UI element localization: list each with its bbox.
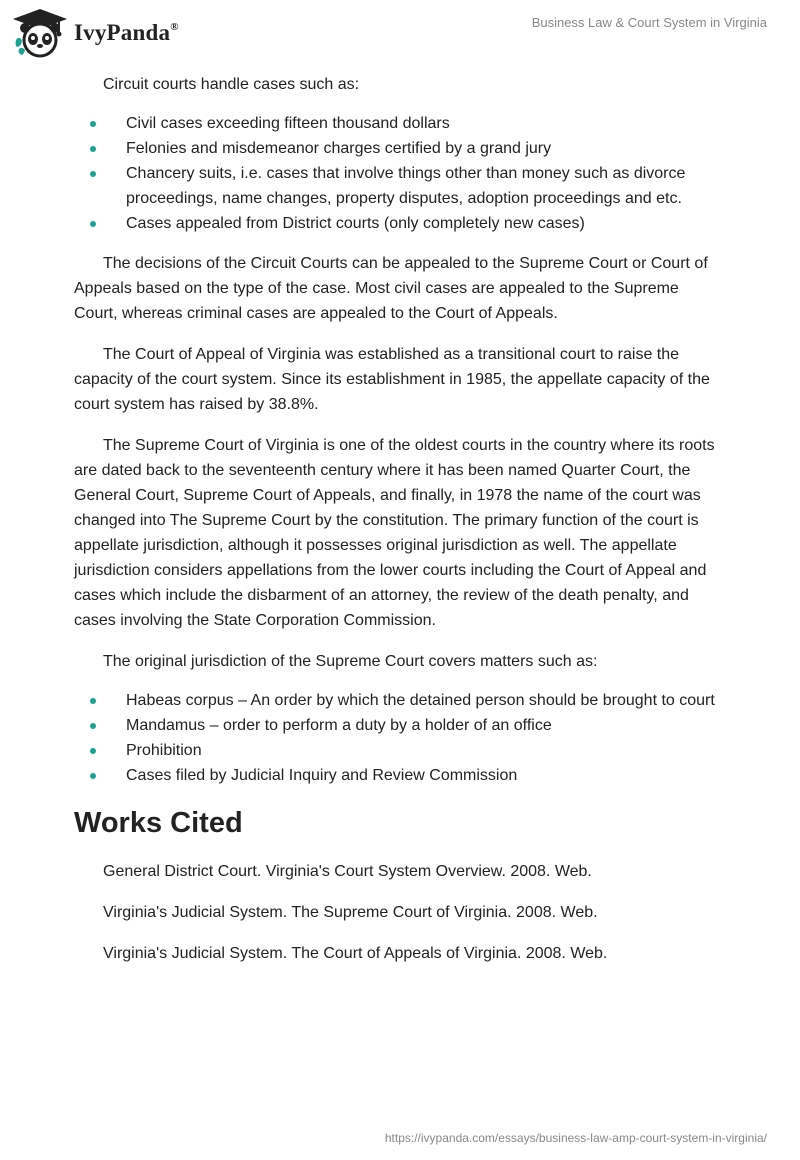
works-cited-heading: Works Cited — [74, 807, 243, 839]
bullet-icon — [90, 121, 96, 127]
list-item: Mandamus – order to perform a duty by a holder of an office — [74, 713, 724, 738]
circuit-intro: Circuit courts handle cases such as: — [103, 76, 360, 93]
circuit-cases-list — [74, 111, 724, 236]
source-url-link[interactable]: https://ivypanda.com/essays/business-law-amp-court-system-in-virginia/ — [384, 1131, 767, 1145]
essay-content — [74, 72, 724, 982]
paragraph-appeals: The decisions of the Circuit Courts can be appealed to the Supreme Court or Court of Appeals based on the type of the case. Most civil cases are appealed to the Supreme Court, whereas criminal cases are appealed to the Court of Appeals. — [74, 255, 708, 322]
list-item: Felonies and misdemeanor charges certified by a grand jury — [74, 136, 724, 161]
list-item: Cases filed by Judicial Inquiry and Review Commission — [74, 763, 724, 788]
list-item: Civil cases exceeding fifteen thousand dollars — [74, 111, 724, 136]
logo-text: IvyPanda® — [74, 20, 179, 45]
bullet-icon — [90, 146, 96, 152]
supreme-jurisdiction-list — [74, 688, 724, 788]
list-item: Chancery suits, i.e. cases that involve things other than money such as divorce proceedings, name changes, property disputes, adoption proceedings and etc. — [74, 161, 724, 211]
page-header — [0, 0, 800, 70]
citation: General District Court. Virginia's Court System Overview. 2008. Web. — [103, 863, 592, 880]
citation: Virginia's Judicial System. The Court of Appeals of Virginia. 2008. Web. — [103, 945, 608, 962]
supreme-intro: The original jurisdiction of the Supreme Court covers matters such as: — [103, 653, 598, 670]
bullet-icon — [90, 698, 96, 704]
citation: Virginia's Judicial System. The Supreme Court of Virginia. 2008. Web. — [103, 904, 598, 921]
bullet-icon — [90, 723, 96, 729]
ivypanda-logo[interactable] — [12, 8, 179, 58]
list-item: Habeas corpus – An order by which the detained person should be brought to court — [74, 688, 724, 713]
bullet-icon — [90, 171, 96, 177]
bullet-icon — [90, 773, 96, 779]
list-item: Prohibition — [74, 738, 724, 763]
paragraph-supreme-court: The Supreme Court of Virginia is one of the oldest courts in the country where its roots are dated back to the seventeenth century where it has been named Quarter Court, the General Court, Supreme Court of Appeals, and finally, in 1978 the name of the court was changed into The Supreme Court by the constitution. The primary function of the court is appellate jurisdiction, although it possesses original jurisdiction as well. The appellate jurisdiction considers appellations from the lower courts including the Court of Appeal and cases which include the disbarment of an attorney, the review of the death penalty, and cases involving the State Corporation Commission. — [74, 437, 715, 629]
list-item: Cases appealed from District courts (only completely new cases) — [74, 211, 724, 236]
bullet-icon — [90, 221, 96, 227]
paragraph-court-of-appeal: The Court of Appeal of Virginia was established as a transitional court to raise the capacity of the court system. Since its establishment in 1985, the appellate capacity of the court system has raised by 38.8%. — [74, 346, 710, 413]
bullet-icon — [90, 748, 96, 754]
panda-graduate-icon — [12, 8, 68, 58]
document-title: Business Law & Court System in Virginia — [531, 15, 767, 30]
